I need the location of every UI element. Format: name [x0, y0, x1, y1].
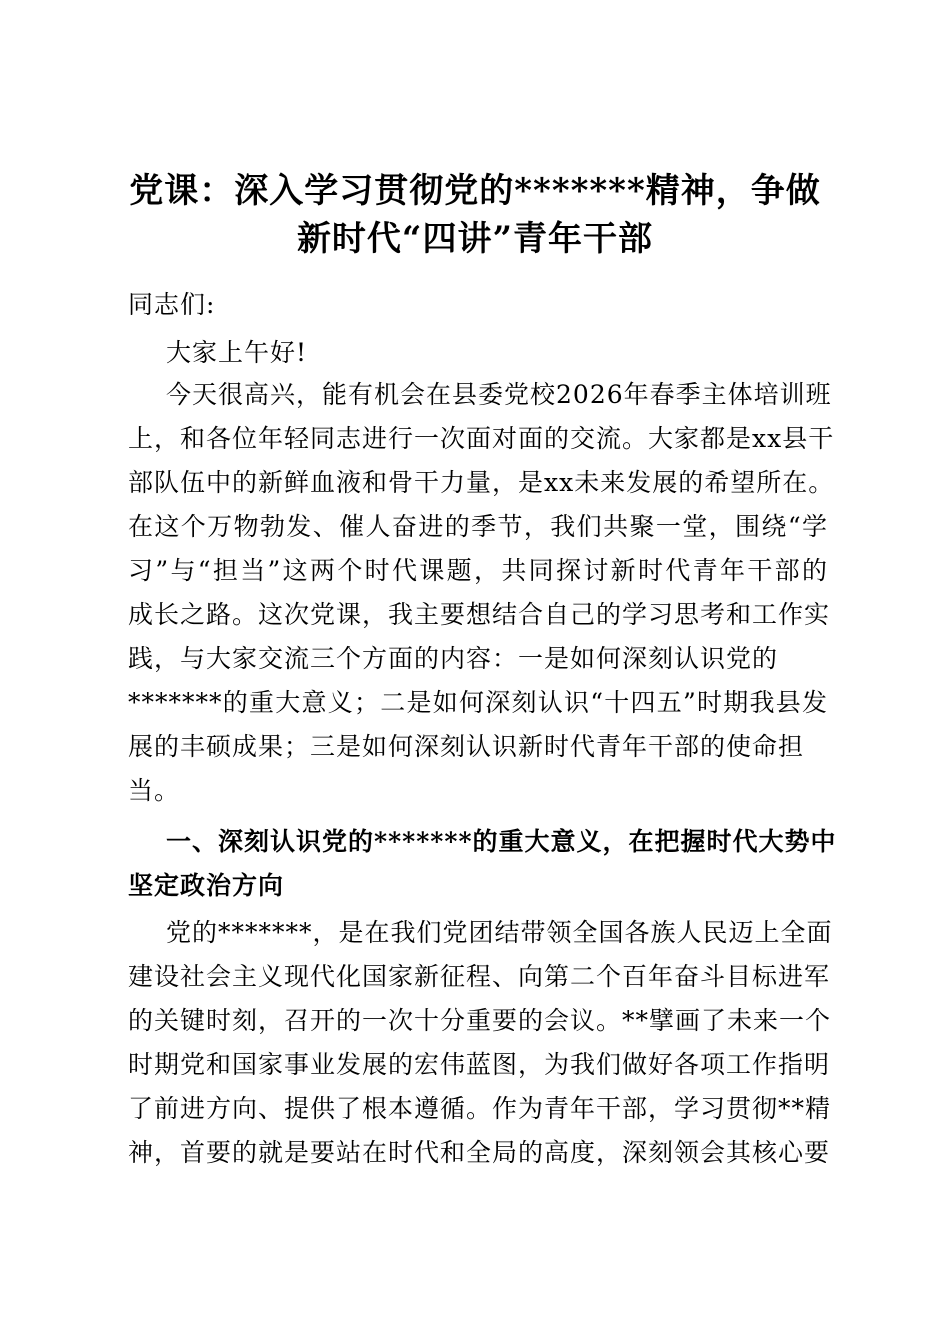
intro-line: 部队伍中的新鲜血液和骨干力量，是xx未来发展的希望所在。	[128, 468, 835, 497]
intro-line: *******的重大意义；二是如何深刻认识“十四五”时期我县发	[128, 688, 828, 717]
document-title-line-2: 新时代“四讲”青年干部	[296, 219, 654, 259]
body-line: 了前进方向、提供了根本遵循。作为青年干部，学习贯彻**精	[128, 1094, 832, 1123]
intro-line: 今天很高兴，能有机会在县委党校2026年春季主体培训班	[166, 380, 832, 409]
body-line: 神，首要的就是要站在时代和全局的高度，深刻领会其核心要	[128, 1138, 831, 1167]
section-heading: 坚定政治方向	[128, 871, 285, 900]
salutation: 同志们:	[128, 290, 216, 319]
section-heading: 一、深刻认识党的*******的重大意义，在把握时代大势中	[166, 827, 837, 856]
intro-line: 践，与大家交流三个方面的内容：一是如何深刻认识党的	[128, 644, 779, 673]
intro-line: 在这个万物勃发、催人奋进的季节，我们共聚一堂，围绕“学	[128, 512, 828, 541]
body-line: 的关键时刻，召开的一次十分重要的会议。**擘画了未来一个	[128, 1006, 832, 1035]
greeting: 大家上午好!	[166, 338, 308, 367]
body-line: 党的*******，是在我们党团结带领全国各族人民迈上全面	[166, 918, 833, 947]
intro-line: 成长之路。这次党课，我主要想结合自己的学习思考和工作实	[128, 600, 831, 629]
document-title-line-1: 党课：深入学习贯彻党的*******精神，争做	[129, 171, 821, 211]
intro-line: 展的丰硕成果；三是如何深刻认识新时代青年干部的使命担	[128, 732, 805, 761]
intro-line: 上，和各位年轻同志进行一次面对面的交流。大家都是xx县干	[128, 424, 835, 453]
intro-line: 习”与“担当”这两个时代课题，共同探讨新时代青年干部的	[128, 556, 828, 585]
intro-line: 当。	[128, 776, 181, 805]
body-line: 时期党和国家事业发展的宏伟蓝图，为我们做好各项工作指明	[128, 1050, 831, 1079]
body-line: 建设社会主义现代化国家新征程、向第二个百年奋斗目标进军	[128, 962, 831, 991]
